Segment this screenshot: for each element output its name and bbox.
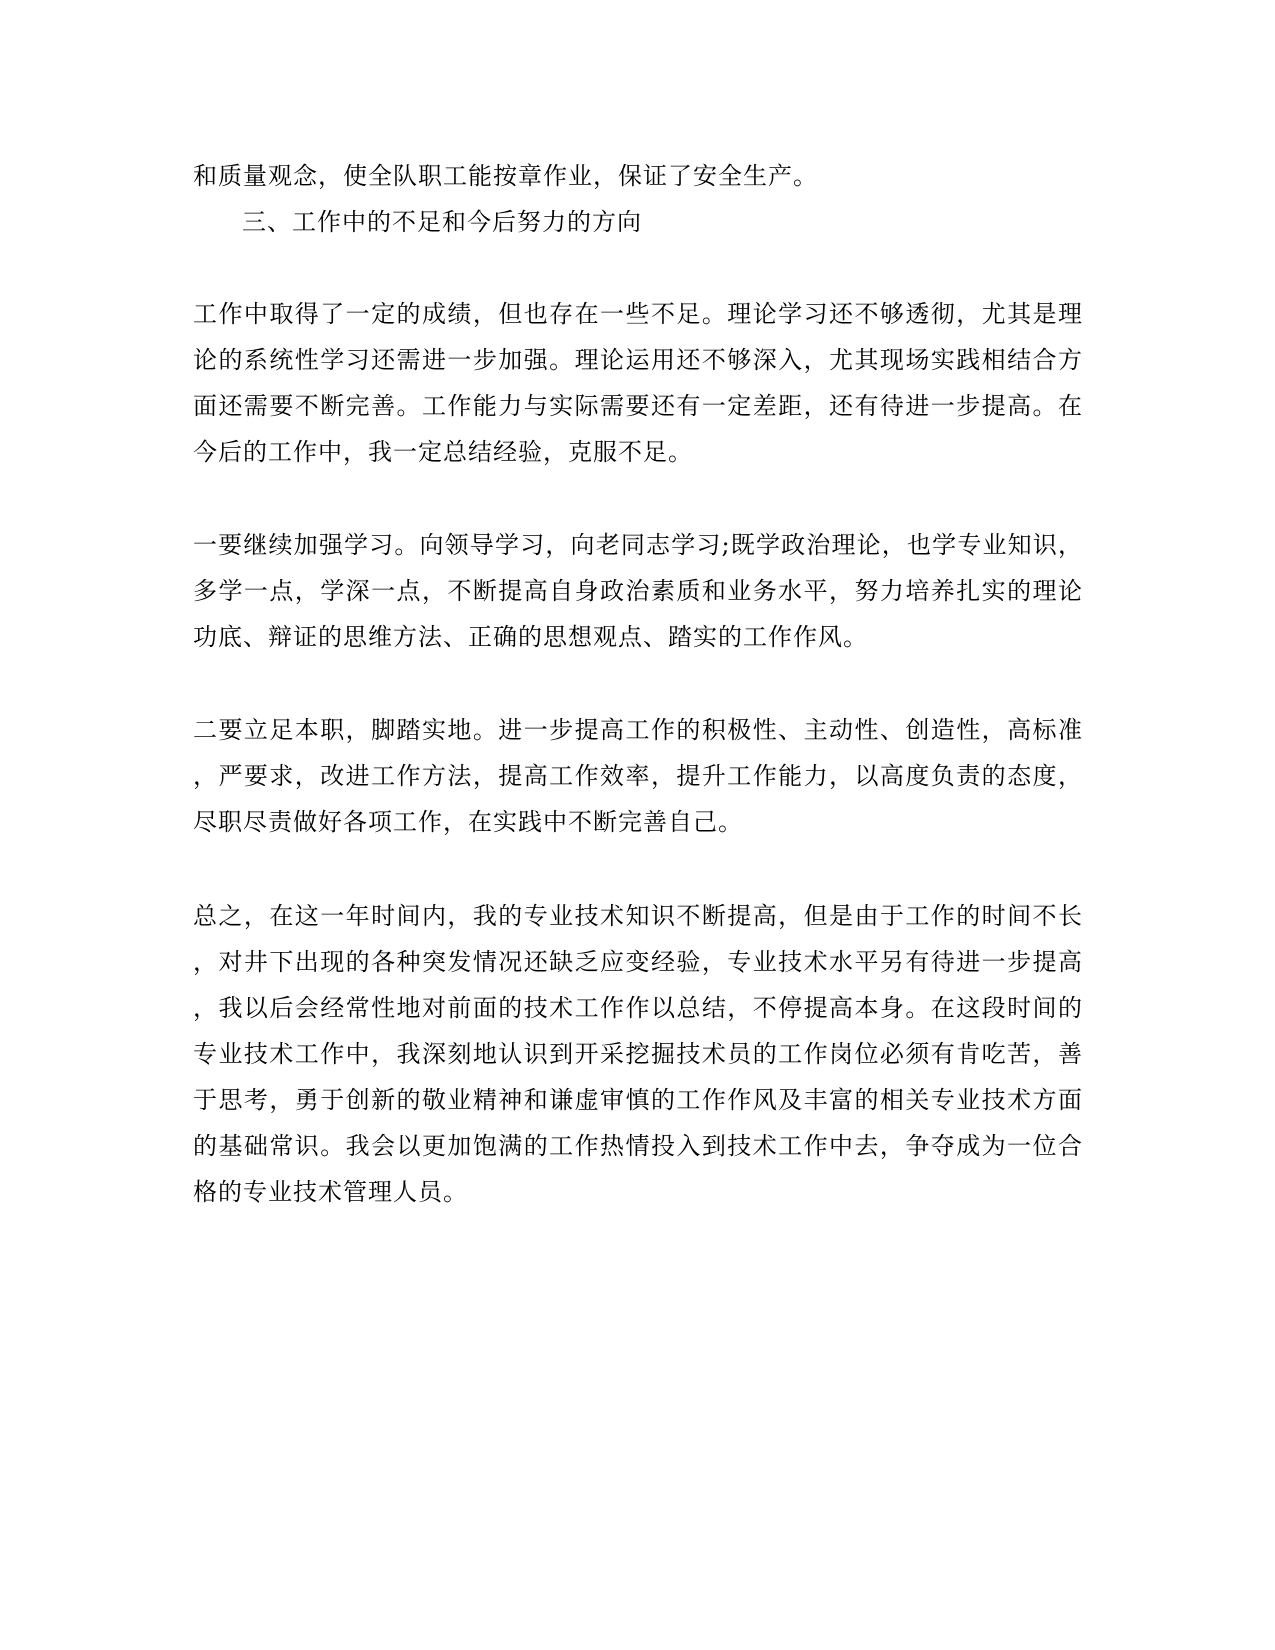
paragraph-line: 今后的工作中，我一定总结经验，克服不足。 bbox=[193, 438, 693, 466]
paragraph-line: 论的系统性学习还需进一步加强。理论运用还不够深入，尤其现场实践相结合方 bbox=[193, 346, 1083, 374]
paragraph-line: 一要继续加强学习。向领导学习，向老同志学习;既学政治理论，也学专业知识， bbox=[193, 531, 1083, 559]
paragraph-line: 二要立足本职，脚踏实地。进一步提高工作的积极性、主动性、创造性，高标准 bbox=[193, 716, 1083, 744]
paragraph-line: 总之，在这一年时间内，我的专业技术知识不断提高，但是由于工作的时间不长 bbox=[193, 902, 1083, 930]
paragraph-line: 专业技术工作中，我深刻地认识到开采挖掘技术员的工作岗位必须有肯吃苦，善 bbox=[193, 1040, 1083, 1068]
paragraph-line: 工作中取得了一定的成绩，但也存在一些不足。理论学习还不够透彻，尤其是理 bbox=[193, 300, 1083, 328]
paragraph-line: 多学一点，学深一点，不断提高自身政治素质和业务水平，努力培养扎实的理论 bbox=[193, 577, 1083, 605]
paragraph-line: ，对井下出现的各种突发情况还缺乏应变经验，专业技术水平另有待进一步提高 bbox=[193, 948, 1083, 976]
paragraph-line: 尽职尽责做好各项工作，在实践中不断完善自己。 bbox=[193, 808, 743, 836]
paragraph-continuation-line: 和质量观念，使全队职工能按章作业，保证了安全生产。 bbox=[193, 162, 818, 190]
paragraph-line: 功底、辩证的思维方法、正确的思想观点、踏实的工作作风。 bbox=[193, 623, 868, 651]
paragraph-line: ，严要求，改进工作方法，提高工作效率，提升工作能力，以高度负责的态度， bbox=[193, 762, 1083, 790]
paragraph-line: 的基础常识。我会以更加饱满的工作热情投入到技术工作中去，争夺成为一位合 bbox=[193, 1132, 1083, 1160]
paragraph-line: 于思考，勇于创新的敬业精神和谦虚审慎的工作作风及丰富的相关专业技术方面 bbox=[193, 1086, 1083, 1114]
paragraph-line: 格的专业技术管理人员。 bbox=[193, 1178, 468, 1206]
paragraph-line: 面还需要不断完善。工作能力与实际需要还有一定差距，还有待进一步提高。在 bbox=[193, 392, 1083, 420]
paragraph-line: ，我以后会经常性地对前面的技术工作作以总结，不停提高本身。在这段时间的 bbox=[193, 994, 1083, 1022]
section-heading: 三、工作中的不足和今后努力的方向 bbox=[242, 208, 642, 236]
